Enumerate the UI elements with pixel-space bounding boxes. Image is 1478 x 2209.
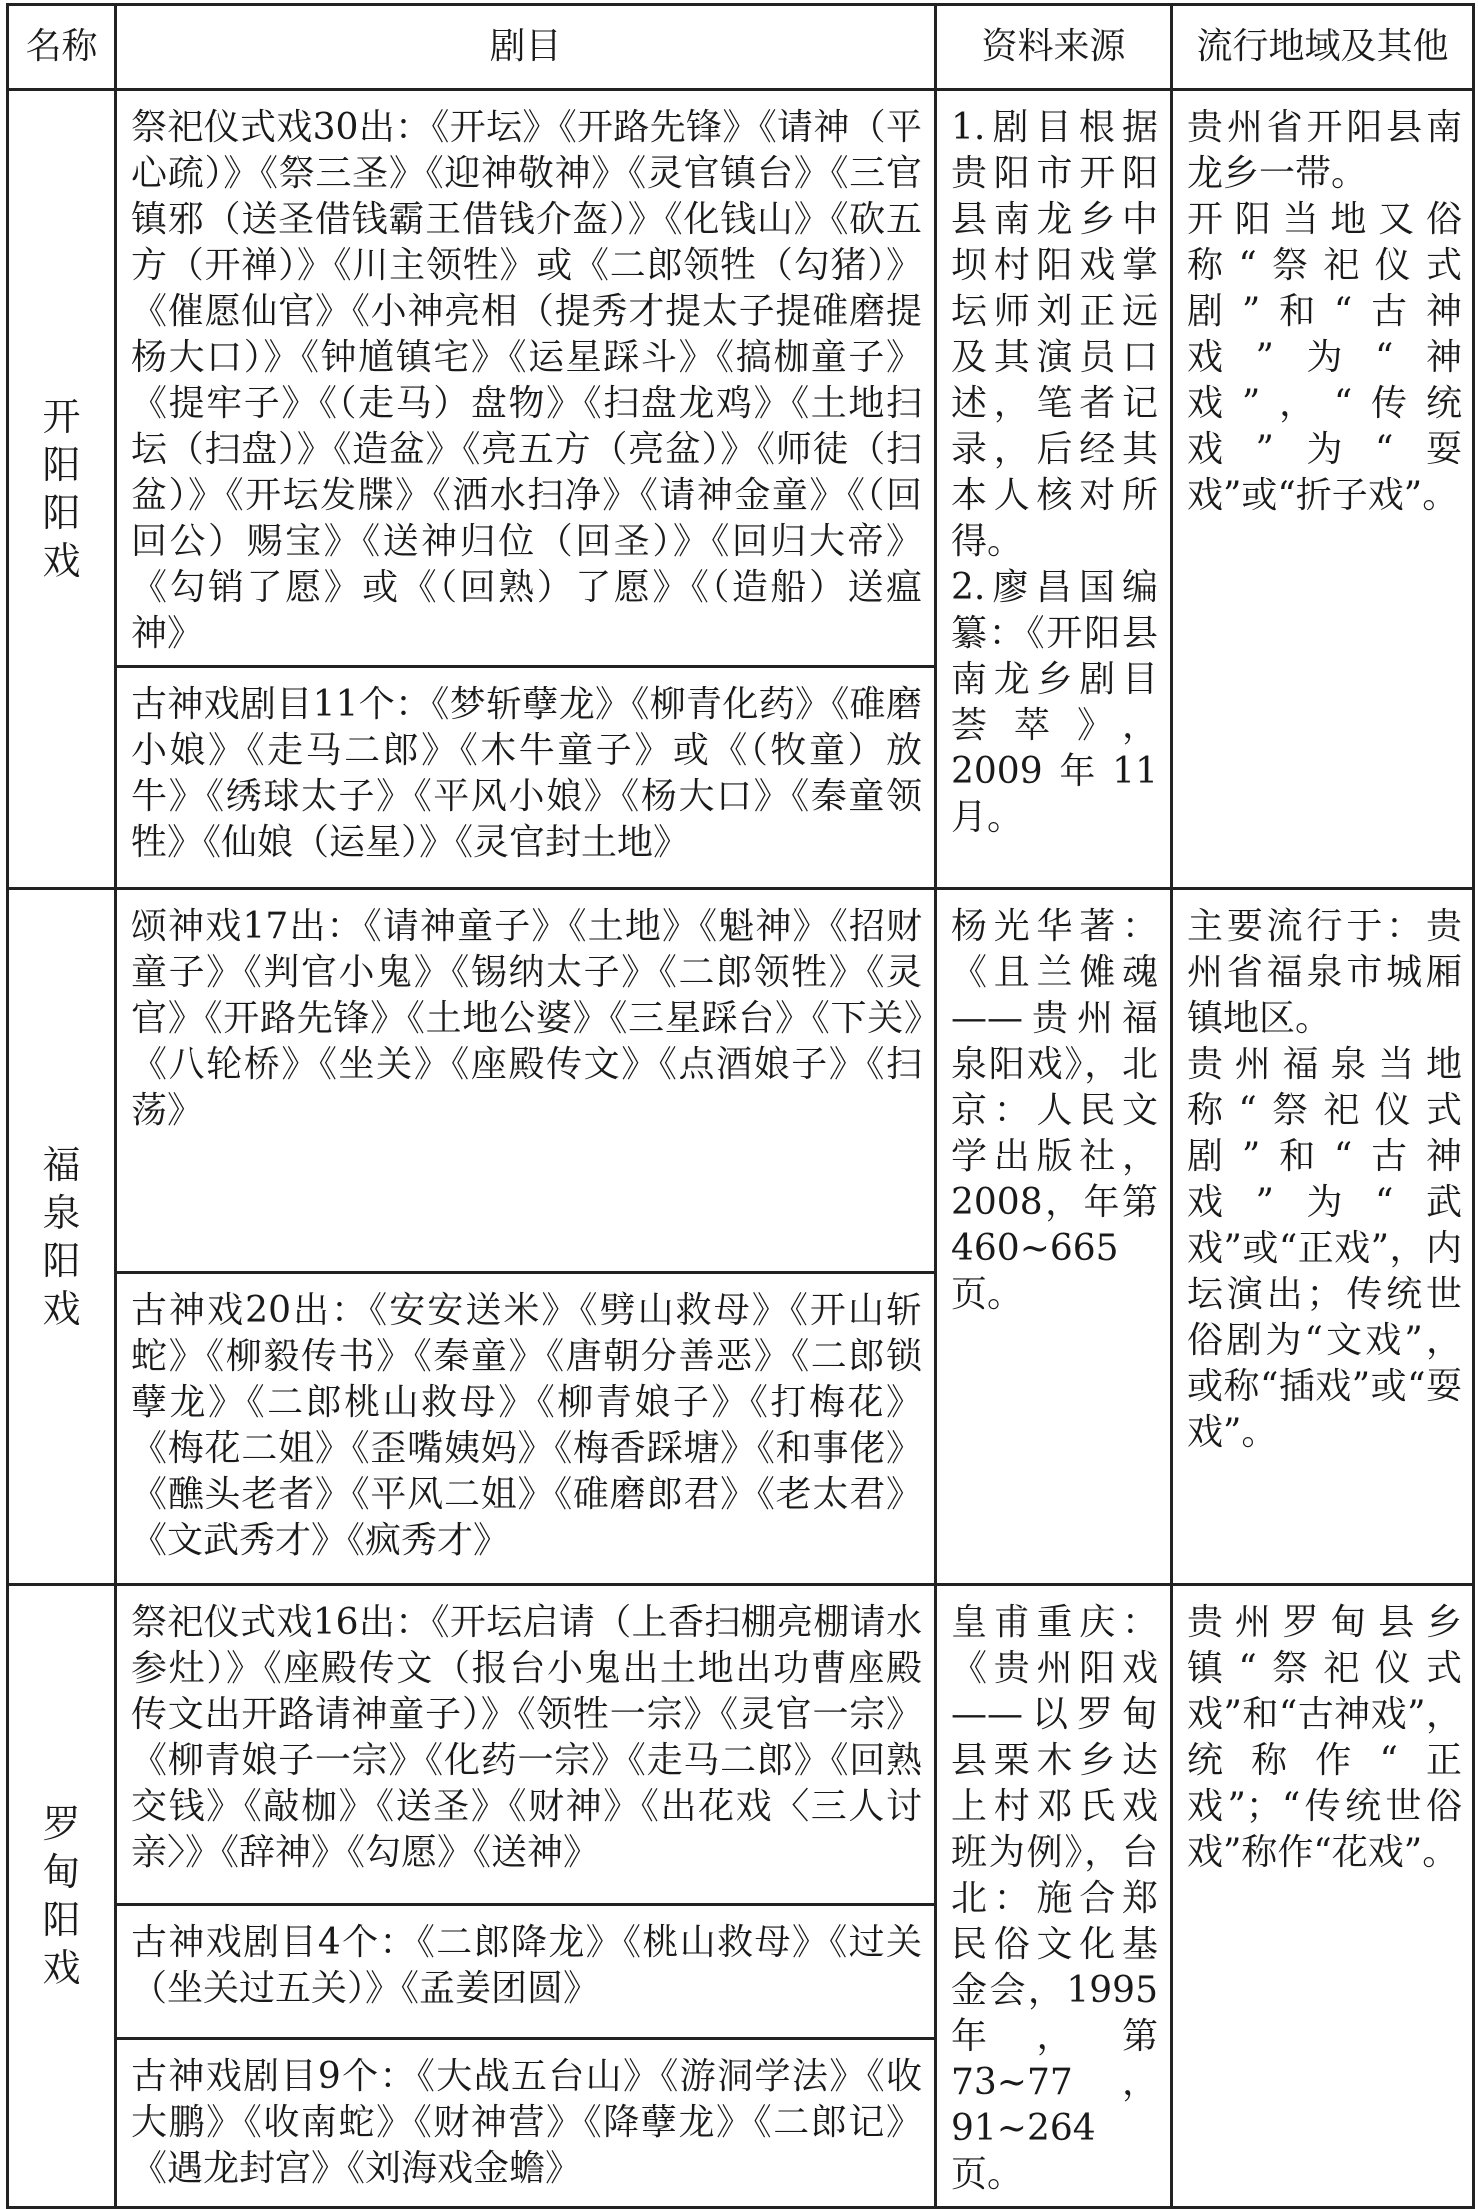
fuquan-name: 福 泉 阳 戏 — [8, 889, 116, 1585]
luodian-ancient-plays-9: 古神戏剧目9个：《大战五台山》《游洞学法》《收大鹏》《收南蛇》《财神营》《降孽龙》《二郎记》《遇龙封宫》《刘海戏金蟾》 — [116, 2039, 936, 2208]
luodian-region: 贵州罗甸县乡镇“祭祀仪式戏”和“古神戏”，统称作“正戏”；“传统世俗戏”称作“花戏”。 — [1172, 1585, 1474, 2208]
kaiyang-region: 贵州省开阳县南龙乡一带。 开阳当地又俗称“祭祀仪式剧”和“古神戏”为“神戏”，“传统戏”为“耍戏”或“折子戏”。 — [1172, 90, 1474, 889]
luodian-row-1 — [8, 1585, 1474, 1905]
fuquan-region: 主要流行于：贵州省福泉市城厢镇地区。 贵州福泉当地称“祭祀仪式剧”和“古神戏”为“武戏”或“正戏”，内坛演出；传统世俗剧为“文戏”，或称“插戏”或“耍戏”。 — [1172, 889, 1474, 1585]
luodian-ancient-plays-4: 古神戏剧目4个：《二郎降龙》《桃山救母》《过关（坐关过五关）》《孟姜团圆》 — [116, 1904, 936, 2039]
luodian-name: 罗 甸 阳 戏 — [8, 1585, 116, 2208]
kaiyang-row-1 — [8, 90, 1474, 667]
fuquan-source: 杨光华著：《且兰傩魂——贵州福泉阳戏》，北京：人民文学出版社，2008，年第460~665页。 — [936, 889, 1172, 1585]
repertoire-table — [6, 3, 1475, 2209]
header-source: 资料来源 — [936, 5, 1172, 90]
fuquan-hymn-plays: 颂神戏17出：《请神童子》《土地》《魁神》《招财童子》《判官小鬼》《锡纳太子》《二郎领牲》《灵官》《开路先锋》《土地公婆》《三星踩台》《下关》《八轮桥》《坐关》《座殿传文》《点酒娘子》《扫荡》 — [116, 889, 936, 1273]
kaiyang-name: 开 阳 阳 戏 — [8, 90, 116, 889]
fuquan-row-1 — [8, 889, 1474, 1273]
header-repertoire: 剧目 — [116, 5, 936, 90]
kaiyang-ancient-plays: 古神戏剧目11个：《梦斩孽龙》《柳青化药》《碓磨小娘》《走马二郎》《木牛童子》或《（牧童）放牛》《绣球太子》《平风小娘》《杨大口》《秦童领牲》《仙娘（运星）》《灵官封土地》 — [116, 667, 936, 889]
luodian-ritual-plays: 祭祀仪式戏16出：《开坛启请（上香扫棚亮棚请水参灶）》《座殿传文（报台小鬼出土地出功曹座殿传文出开路请神童子）》《领牲一宗》《灵官一宗》《柳青娘子一宗》《化药一宗》《走马二郎》《回熟交钱》《敲枷》《送圣》《财神》《出花戏〈三人讨亲〉》《辞神》《勾愿》《送神》 — [116, 1585, 936, 1905]
kaiyang-source: 1.剧目根据贵阳市开阳县南龙乡中坝村阳戏掌坛师刘正远及其演员口述，笔者记录，后经其本人核对所得。 2.廖昌国编纂：《开阳县南龙乡剧目荟萃》，2009年11月。 — [936, 90, 1172, 889]
fuquan-ancient-plays: 古神戏20出：《安安送米》《劈山救母》《开山斩蛇》《柳毅传书》《秦童》《唐朝分善恶》《二郎锁孽龙》《二郎桃山救母》《柳青娘子》《打梅花》《梅花二姐》《歪嘴姨妈》《梅香踩塘》《和事佬》《醮头老者》《平风二姐》《碓磨郎君》《老太君》《文武秀才》《疯秀才》 — [116, 1273, 936, 1585]
header-row — [8, 5, 1474, 90]
kaiyang-ritual-plays: 祭祀仪式戏30出：《开坛》《开路先锋》《请神（平心疏）》《祭三圣》《迎神敬神》《灵官镇台》《三官镇邪（送圣借钱霸王借钱介盔）》《化钱山》《砍五方（开禅）》《川主领牲》或《二郎领牲（勾猪）》《催愿仙官》《小神亮相（提秀才提太子提碓磨提杨大口）》《钟馗镇宅》《运星踩斗》《搞枷童子》《提牢子》《（走马）盘物》《扫盘龙鸡》《土地扫坛（扫盘）》《造盆》《亮五方（亮盆）》《师徒（扫盆）》《开坛发牒》《洒水扫净》《请神金童》《（回回公）赐宝》《送神归位（回圣）》《回归大帝》《勾销了愿》或《（回熟）了愿》《（造船）送瘟神》 — [116, 90, 936, 667]
header-name: 名称 — [8, 5, 116, 90]
luodian-source: 皇甫重庆：《贵州阳戏——以罗甸县栗木乡达上村邓氏戏班为例》，台北：施合郑民俗文化基金会，1995年，第73~77，91~264页。 — [936, 1585, 1172, 2208]
header-region: 流行地域及其他 — [1172, 5, 1474, 90]
